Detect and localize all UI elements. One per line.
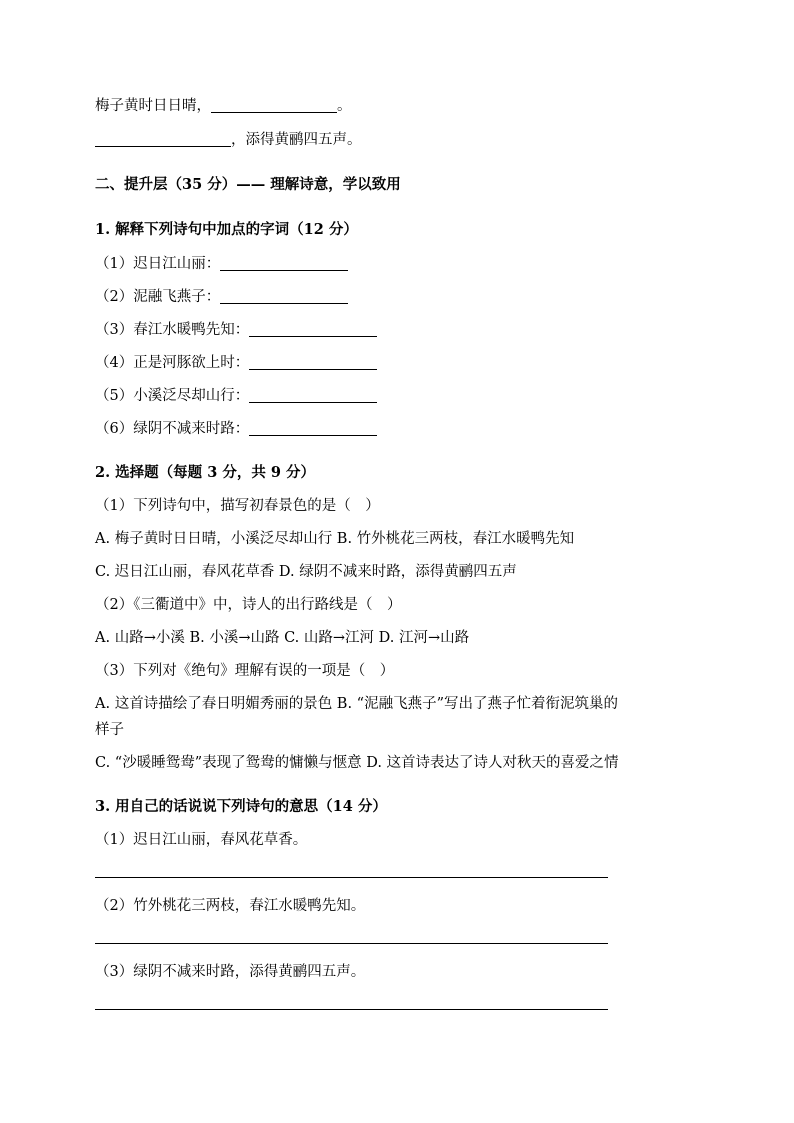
q3-answer-line-2[interactable] — [95, 943, 608, 944]
q2-sub3-options-cd: C. “沙暖睡鸳鸯”表现了鸳鸯的慵懒与惬意 D. 这首诗表达了诗人对秋天的喜爱之情 — [95, 755, 619, 771]
q1-blank-4[interactable] — [249, 354, 377, 370]
q2-sub3-options-ab: A. 这首诗描绘了春日明媚秀丽的景色 B. “泥融飞燕子”写出了燕子忙着衔泥筑巢的 — [95, 696, 618, 712]
q2-sub3-options-ab-continued: 样子 — [95, 722, 124, 738]
q1-item-5-label: （5）小溪泛尽却山行： — [95, 388, 250, 404]
q2-sub3-stem: （3）下列对《绝句》理解有误的一项是（ ） — [95, 663, 395, 679]
q1-item-5 — [95, 386, 377, 406]
q2-sub2-stem: （2）《三衢道中》中，诗人的出行路线是（ ） — [95, 597, 402, 613]
q1-item-1-label: （1）迟日江山丽： — [95, 256, 221, 272]
q2-title: 2. 选择题（每题 3 分，共 9 分） — [95, 464, 316, 481]
q1-blank-2[interactable] — [220, 288, 348, 304]
q2-sub1-stem: （1）下列诗句中，描写初春景色的是（ ） — [95, 498, 380, 514]
q3-item-1: （1）迟日江山丽，春风花草香。 — [95, 832, 308, 848]
fill-in-line-2-suffix: ，添得黄鹂四五声。 — [231, 132, 362, 148]
q1-item-6 — [95, 419, 377, 439]
q1-item-4 — [95, 353, 377, 373]
fill-in-line-1-prefix: 梅子黄时日日晴， — [95, 98, 211, 114]
q3-item-3: （3）绿阴不减来时路，添得黄鹂四五声。 — [95, 964, 366, 980]
q1-item-4-label: （4）正是河豚欲上时： — [95, 355, 250, 371]
q1-item-2-label: （2）泥融飞燕子： — [95, 289, 221, 305]
q1-item-2 — [95, 287, 348, 307]
q1-title: 1. 解释下列诗句中加点的字词（12 分） — [95, 221, 358, 238]
q3-item-2: （2）竹外桃花三两枝，春江水暖鸭先知。 — [95, 898, 366, 914]
q1-item-3-label: （3）春江水暖鸭先知： — [95, 322, 250, 338]
q1-blank-1[interactable] — [220, 255, 348, 271]
fill-in-line-2 — [95, 130, 362, 150]
section-2-heading: 二、提升层（35 分）—— 理解诗意，学以致用 — [95, 176, 401, 193]
q2-sub1-options-ab: A. 梅子黄时日日晴，小溪泛尽却山行 B. 竹外桃花三两枝，春江水暖鸭先知 — [95, 531, 575, 547]
q1-item-1 — [95, 254, 348, 274]
q3-answer-line-1[interactable] — [95, 877, 608, 878]
q2-sub2-options: A. 山路→小溪 B. 小溪→山路 C. 山路→江河 D. 江河→山路 — [95, 630, 470, 646]
q1-blank-3[interactable] — [249, 321, 377, 337]
q1-blank-6[interactable] — [249, 420, 377, 436]
fill-in-blank-2[interactable] — [95, 131, 231, 147]
q1-item-6-label: （6）绿阴不减来时路： — [95, 421, 250, 437]
fill-in-line-1 — [95, 96, 352, 116]
q2-sub1-options-cd: C. 迟日江山丽，春风花草香 D. 绿阴不减来时路，添得黄鹂四五声 — [95, 564, 517, 580]
fill-in-blank-1[interactable] — [211, 97, 337, 113]
q3-title: 3. 用自己的话说说下列诗句的意思（14 分） — [95, 798, 387, 815]
fill-in-line-1-suffix: 。 — [337, 98, 352, 114]
q1-item-3 — [95, 320, 377, 340]
q3-answer-line-3[interactable] — [95, 1009, 608, 1010]
q1-blank-5[interactable] — [249, 387, 377, 403]
